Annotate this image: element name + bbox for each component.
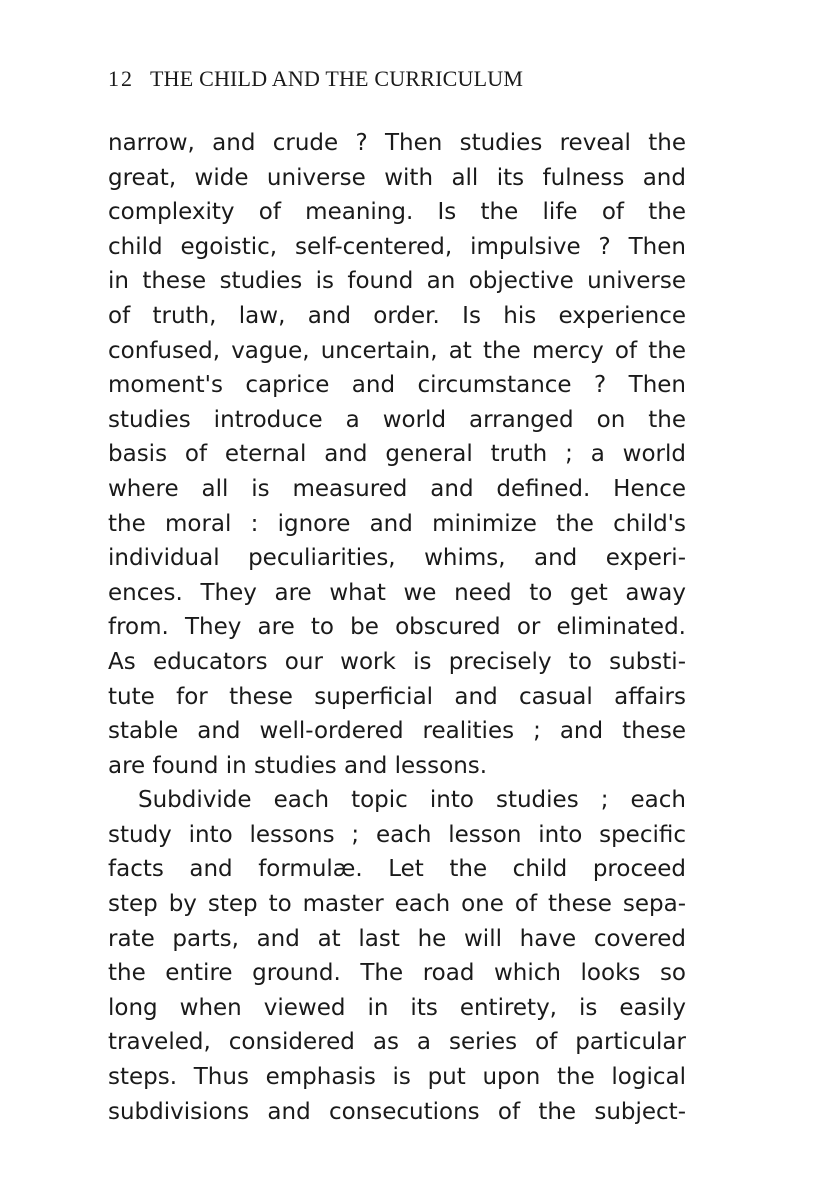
text-line: great, wide universe with all its fulness and xyxy=(108,164,686,191)
text-line: are found in studies and lessons. xyxy=(108,752,488,779)
text-line: ences. They are what we need to get away xyxy=(108,579,686,606)
running-head xyxy=(108,66,686,100)
text-line: facts and formulæ. Let the child proceed xyxy=(108,856,686,883)
page-number: 12 xyxy=(108,66,134,91)
text-line: stable and well-ordered realities ; and these xyxy=(108,718,686,745)
text-line: complexity of meaning. Is the life of the xyxy=(108,199,686,226)
paragraph-1 xyxy=(108,126,686,783)
text-line: studies introduce a world arranged on the xyxy=(108,406,686,433)
body-text xyxy=(108,126,686,1129)
text-line: moment's caprice and circumstance ? Then xyxy=(108,372,686,399)
text-line: steps. Thus emphasis is put upon the logical xyxy=(108,1064,686,1091)
text-line: the entire ground. The road which looks so xyxy=(108,960,686,987)
text-line: Subdivide each topic into studies ; each xyxy=(138,787,686,814)
text-line: narrow, and crude ? Then studies reveal the xyxy=(108,130,686,156)
text-line: child egoistic, self-centered, impulsive ? Then xyxy=(108,233,686,260)
text-line: rate parts, and at last he will have covered xyxy=(108,925,686,952)
text-line: study into lessons ; each lesson into specific xyxy=(108,821,686,848)
text-line: long when viewed in its entirety, is easily xyxy=(108,994,686,1021)
text-line: basis of eternal and general truth ; a world xyxy=(108,441,686,468)
text-line: the moral : ignore and minimize the child's xyxy=(108,510,686,537)
book-page xyxy=(108,66,686,1129)
text-line: from. They are to be obscured or eliminated. xyxy=(108,614,686,641)
text-line: tute for these superficial and casual affairs xyxy=(108,683,686,710)
text-line: step by step to master each one of these sepa- xyxy=(108,891,686,918)
text-line: As educators our work is precisely to substi- xyxy=(108,648,686,675)
text-line: traveled, considered as a series of particular xyxy=(108,1029,686,1056)
text-line: confused, vague, uncertain, at the mercy of the xyxy=(108,337,686,364)
paragraph-2 xyxy=(108,783,686,1129)
text-line: of truth, law, and order. Is his experience xyxy=(108,302,686,329)
text-line: individual peculiarities, whims, and experi- xyxy=(108,545,686,572)
text-line: subdivisions and consecutions of the subject- xyxy=(108,1098,686,1125)
text-line: in these studies is found an objective universe xyxy=(108,268,686,295)
running-title: THE CHILD AND THE CURRICULUM xyxy=(150,66,524,91)
text-line: where all is measured and defined. Hence xyxy=(108,475,686,502)
